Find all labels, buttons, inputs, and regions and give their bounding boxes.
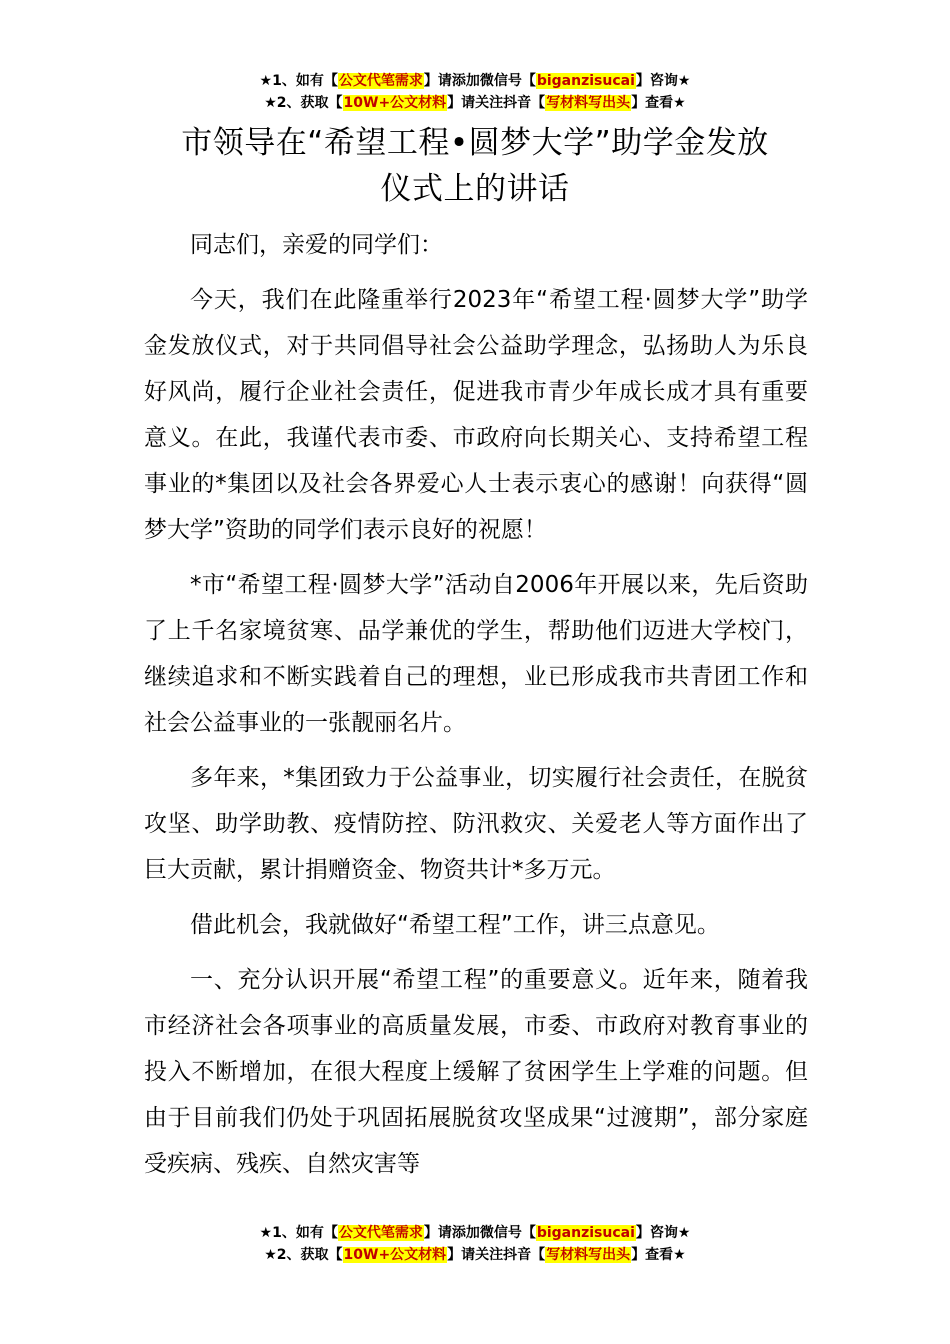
header-banner: [0, 70, 950, 114]
paragraph: *市“希望工程·圆梦大学”活动自2006年开展以来，先后资助了上千名家境贫寒、品学兼优的学生，帮助他们迈进大学校门，继续追求和不断实践着自己的理想，业已形成我市共青团工作和社会公益事业的一张靓丽名片。: [144, 572, 808, 736]
highlight-materials: 10W+公文材料: [343, 1247, 447, 1263]
page-title: [140, 120, 810, 212]
banner-line-1: ★1、如有【公文代笔需求】请添加微信号【biganzisucai】咨询★: [259, 73, 691, 89]
salutation: 同志们，亲爱的同学们：: [190, 232, 443, 258]
highlight-materials: 10W+公文材料: [343, 95, 447, 111]
paragraph: 借此机会，我就做好“希望工程”工作，讲三点意见。: [190, 912, 720, 938]
highlight-douyin: 写材料写出头: [546, 95, 631, 111]
banner-line-2: ★2、获取【10W+公文材料】请关注抖音【写材料写出头】查看★: [264, 1247, 686, 1263]
highlight-wechat-id: biganzisucai: [536, 73, 635, 89]
highlight-wechat-id: biganzisucai: [536, 1225, 635, 1241]
highlight-service: 公文代笔需求: [338, 1225, 423, 1241]
paragraph: 多年来，*集团致力于公益事业，切实履行社会责任，在脱贫攻坚、助学助教、疫情防控、防汛救灾、关爱老人等方面作出了巨大贡献，累计捐赠资金、物资共计*多万元。: [144, 765, 808, 883]
footer-banner: [0, 1222, 950, 1266]
highlight-service: 公文代笔需求: [338, 73, 423, 89]
document-body: [144, 222, 808, 1196]
highlight-douyin: 写材料写出头: [546, 1247, 631, 1263]
title-line-2: 仪式上的讲话: [380, 171, 570, 207]
paragraph: 今天，我们在此隆重举行2023年“希望工程·圆梦大学”助学金发放仪式，对于共同倡导社会公益助学理念，弘扬助人为乐良好风尚，履行企业社会责任，促进我市青少年成长成才具有重要意义。在此，我谨代表市委、市政府向长期关心、支持希望工程事业的*集团以及社会各界爱心人士表示衷心的感谢！向获得“圆梦大学”资助的同学们表示良好的祝愿！: [144, 287, 808, 543]
banner-line-1: ★1、如有【公文代笔需求】请添加微信号【biganzisucai】咨询★: [259, 1225, 691, 1241]
banner-line-2: ★2、获取【10W+公文材料】请关注抖音【写材料写出头】查看★: [264, 95, 686, 111]
title-line-1: 市领导在“希望工程•圆梦大学”助学金发放: [181, 125, 769, 161]
paragraph: 一、充分认识开展“希望工程”的重要意义。近年来，随着我市经济社会各项事业的高质量发展，市委、市政府对教育事业的投入不断增加，在很大程度上缓解了贫困学生上学难的问题。但由于目前我们仍处于巩固拓展脱贫攻坚成果“过渡期”，部分家庭受疾病、残疾、自然灾害等: [144, 967, 808, 1177]
